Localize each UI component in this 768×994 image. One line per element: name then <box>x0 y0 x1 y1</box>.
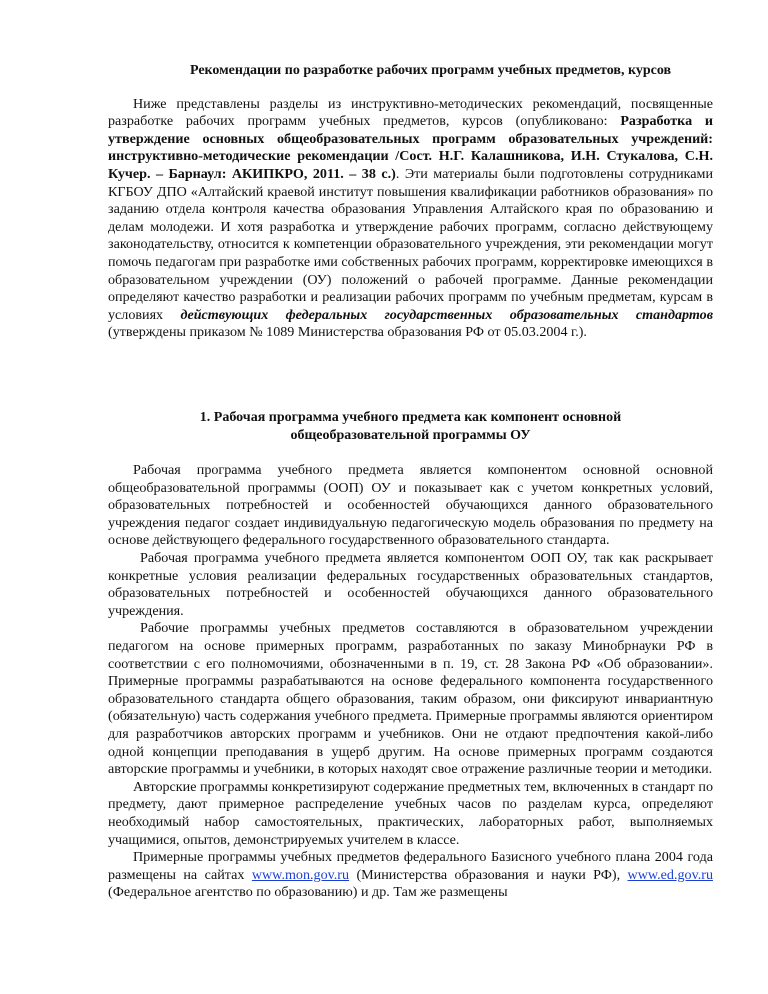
ed-gov-link[interactable]: www.ed.gov.ru <box>627 866 713 883</box>
intro-citation: Разработка и утверждение основных общеобразовательных программ образовательных учреждений: инструктивно-методические рекомендации /Сост. Н.Г. Калашникова, И.Н. Стукалова, С.Н. Кучер. – Барнаул: АКИПКРО, 2011. – 38 с.) <box>108 113 713 182</box>
section-1-paragraph-5 <box>108 849 713 902</box>
document-title: Рекомендации по разработке рабочих программ учебных предметов, курсов <box>189 63 672 78</box>
section-1-paragraph-1: Рабочая программа учебного предмета является компонентом основной основной общеобразовательной программы (ООП) ОУ и показывает как с учетом конкретных условий, образовательных потребностей и особенностей обучающихся данного образовательного учреждения педагог создает индивидуальную педагогическую модель образования по предмету на основе действующего федерального государственного образовательного стандарта. <box>108 462 713 549</box>
intro-standards-emphasis: действующих федеральных государственных образовательных стандартов <box>180 306 713 323</box>
intro-paragraph <box>108 96 713 342</box>
section-1-paragraph-4: Авторские программы конкретизируют содержание предметных тем, включенных в стандарт по предмету, дают примерное распределение учебных часов по разделам курса, определяют необходимый набор самостоятельных, практических, лабораторных работ, выполняемых учащимися, опытов, демонстрируемых учителем в классе. <box>108 778 713 848</box>
p5-text-1: Примерные программы учебных предметов федерального Базисного учебного плана 2004 года размещены на сайтах <box>108 849 713 883</box>
intro-text-1: Ниже представлены разделы из инструктивно-методических рекомендаций, посвященные разработке рабочих программ учебных предметов, курсов (опубликовано: <box>108 95 713 130</box>
section-1-paragraph-3: Рабочие программы учебных предметов составляются в образовательном учреждении педагогом на основе примерных программ, разработанных по заказу Минобрнауки РФ в соответствии с его полномочиями, обозначенными в п. 19, ст. 28 Закона РФ «Об образовании». Примерные программы разрабатываются на основе федерального компонента государственного образовательного стандарта общего образования, таким образом, они фиксируют инвариантную (обязательную) часть содержания учебного предмета. Примерные программы являются ориентиром для разработчиков авторских программ и учебников. Они не отдают предпочтения какой-либо одной концепции преподавания в ущерб другим. На основе примерных программ создаются авторские программы и учебники, в которых находят свое отражение различные теории и методики. <box>108 620 713 778</box>
section-1-paragraph-2: Рабочая программа учебного предмета является компонентом ООП ОУ, так как раскрывает конкретные условия реализации федеральных государственных образовательных стандартов, образовательных потребностей и особенностей обучающихся данного образовательного учреждения. <box>108 550 713 619</box>
mon-gov-link[interactable]: www.mon.gov.ru <box>251 866 350 883</box>
section-1-title: 1. Рабочая программа учебного предмета как компонент основной общеобразовательной программы ОУ <box>199 409 622 443</box>
p5-text-3: (Федеральное агентство по образованию) и др. Там же размещены <box>108 884 508 901</box>
p5-text-2: (Министерства образования и науки РФ), <box>349 866 628 883</box>
document-page <box>108 62 713 902</box>
intro-text-3: (утверждены приказом № 1089 Министерства образования РФ от 05.03.2004 г.). <box>108 324 587 341</box>
intro-text-2: . Эти материалы были подготовлены сотрудниками КГБОУ ДПО «Алтайский краевой институт повышения квалификации работников образования» по заданию отдела контроля качества образования Управления Алтайского края по образованию и делам молодежи. И хотя разработка и утверждение рабочих программ, согласно действующему законодательству, относится к компетенции образовательного учреждения, эти рекомендации могут помочь педагогам при разработке ими собственных рабочих программ, корректировке имеющихся в образовательном учреждении (ОУ) положений о рабочей программе. Данные рекомендации определяют качество разработки и реализации рабочих программ по учебным предметам, курсам в условиях <box>108 165 713 323</box>
